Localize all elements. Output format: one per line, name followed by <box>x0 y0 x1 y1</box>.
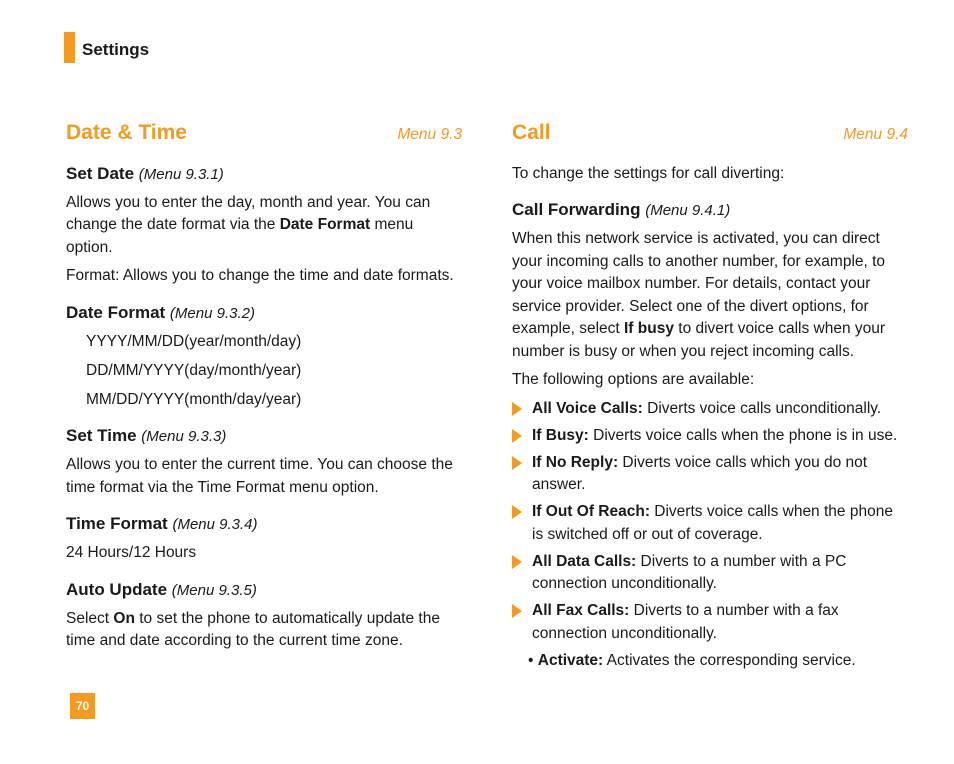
right-column <box>512 122 908 673</box>
option-description: Diverts to a number with a PC connection unconditionally. <box>532 552 847 592</box>
option-text <box>532 551 908 596</box>
call-forwarding-description <box>512 228 908 363</box>
bold-term: On <box>113 609 135 627</box>
text-run: to set the phone to automatically update the time and date according to the current time zone. <box>66 609 440 649</box>
options-intro: The following options are available: <box>512 371 755 388</box>
subheading-time-format <box>66 513 462 536</box>
option-description: Diverts voice calls when the phone is in use. <box>588 426 898 444</box>
text-run: to divert voice calls when your number is busy or when you reject incoming calls. <box>512 320 886 360</box>
subheading-set-time <box>66 425 462 448</box>
option-text <box>532 398 908 421</box>
page-number: 70 <box>70 693 95 719</box>
triangle-bullet-icon <box>512 429 522 443</box>
set-date-description <box>66 192 462 260</box>
subheading-title: Date Format <box>66 302 166 322</box>
option-label: If Busy: <box>532 426 589 444</box>
bold-term: If busy <box>624 320 674 337</box>
section-menu-number: Menu 9.3 <box>397 126 462 143</box>
subheading-menu: (Menu 9.3.1) <box>138 165 224 183</box>
subheading-call-forwarding <box>512 199 908 222</box>
divert-option <box>512 600 908 645</box>
section-title: Call <box>512 121 551 144</box>
activate-label: Activate: <box>537 652 604 669</box>
subheading-auto-update <box>66 579 462 602</box>
subheading-menu: (Menu 9.3.2) <box>169 304 255 322</box>
subheading-title: Set Time <box>66 426 137 445</box>
date-format-option: DD/MM/YYYY(day/month/year) <box>86 361 302 379</box>
section-heading-call <box>512 122 908 147</box>
section-title: Date & Time <box>66 121 187 144</box>
option-label: If No Reply: <box>532 453 619 471</box>
date-format-option: YYYY/MM/DD(year/month/day) <box>86 332 302 350</box>
option-text <box>532 600 908 645</box>
bold-term: Date Format <box>279 216 371 233</box>
text-run: Select <box>66 609 114 627</box>
triangle-bullet-icon <box>512 402 522 416</box>
divert-option <box>512 551 908 596</box>
triangle-bullet-icon <box>512 456 522 470</box>
subheading-menu: (Menu 9.4.1) <box>645 202 731 219</box>
set-date-format-note: Format: Allows you to change the time and date formats. <box>66 267 454 284</box>
option-text <box>532 425 908 448</box>
option-text <box>532 452 908 497</box>
subheading-title: Call Forwarding <box>512 200 641 219</box>
left-column <box>66 122 462 659</box>
triangle-bullet-icon <box>512 505 522 519</box>
option-label: All Voice Calls: <box>532 399 643 417</box>
subheading-date-format <box>66 302 462 325</box>
divert-option <box>512 452 908 497</box>
option-label: If Out Of Reach: <box>532 503 650 520</box>
divert-option <box>512 425 908 448</box>
subheading-title: Set Date <box>66 163 135 183</box>
header-accent-bar <box>64 32 75 63</box>
option-description: Diverts voice calls when the phone is switched off or out of coverage. <box>532 503 893 543</box>
section-menu-number: Menu 9.4 <box>843 126 908 143</box>
divert-option <box>512 398 908 421</box>
subheading-menu: (Menu 9.3.3) <box>141 428 227 445</box>
subheading-title: Time Format <box>66 514 168 533</box>
call-intro: To change the settings for call diverting: <box>512 164 785 182</box>
triangle-bullet-icon <box>512 555 522 569</box>
set-time-description: Allows you to enter the current time. You can choose the time format via the Time Format menu option. <box>66 456 453 496</box>
subheading-set-date <box>66 163 462 186</box>
date-format-option: MM/DD/YYYY(month/day/year) <box>86 390 302 408</box>
option-description: Diverts voice calls which you do not answer. <box>532 453 868 493</box>
activate-note <box>512 650 908 673</box>
option-label: All Data Calls: <box>532 552 637 570</box>
time-format-description: 24 Hours/12 Hours <box>66 544 197 561</box>
auto-update-description <box>66 608 462 653</box>
text-run: menu option. <box>66 216 414 256</box>
activate-description: Activates the corresponding service. <box>603 652 856 669</box>
divert-option <box>512 501 908 546</box>
dot-bullet: • <box>528 652 534 669</box>
page-header-title: Settings <box>82 40 150 59</box>
text-run: When this network service is activated, you can direct your incoming calls to another number, for example, to your voice mailbox number. For details, contact your service provider. Select one of the divert options, for example, select <box>512 230 886 337</box>
subheading-menu: (Menu 9.3.5) <box>171 581 257 599</box>
option-description: Diverts voice calls unconditionally. <box>642 399 882 417</box>
option-label: All Fax Calls: <box>532 602 630 619</box>
triangle-bullet-icon <box>512 604 522 618</box>
option-description: Diverts to a number with a fax connection unconditionally. <box>532 602 839 642</box>
section-heading-date-time <box>66 122 462 147</box>
text-run: Allows you to enter the day, month and year. You can change the date format via the <box>66 193 431 233</box>
subheading-title: Auto Update <box>66 579 168 599</box>
subheading-menu: (Menu 9.3.4) <box>172 516 258 533</box>
option-text <box>532 501 908 546</box>
